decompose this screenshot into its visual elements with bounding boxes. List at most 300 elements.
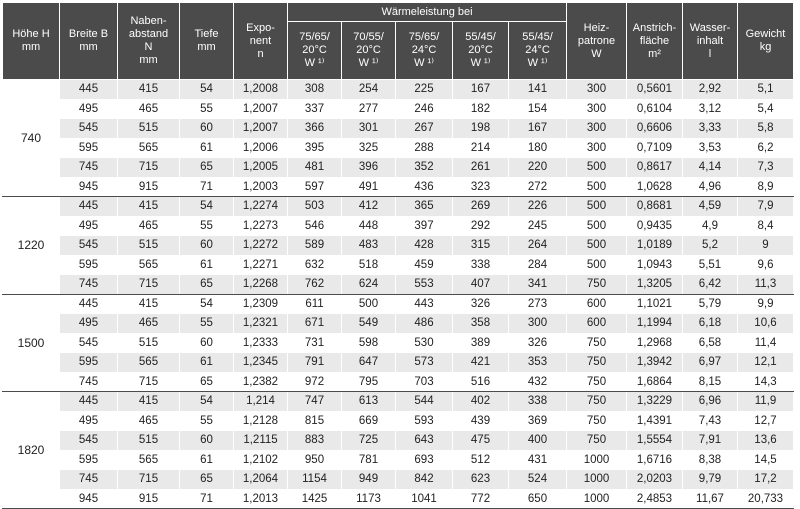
cell-power-55-45-24: 369 xyxy=(509,411,567,431)
cell-nabenabstand: 515 xyxy=(118,119,180,139)
cell-nabenabstand: 715 xyxy=(118,158,180,178)
cell-power-70-55-20: 325 xyxy=(342,138,396,158)
cell-nabenabstand: 515 xyxy=(118,431,180,451)
cell-wasserinhalt: 3,53 xyxy=(683,138,738,158)
cell-power-75-65-24: 459 xyxy=(396,255,453,275)
cell-power-75-65-24: 593 xyxy=(396,411,453,431)
cell-gewicht: 9,9 xyxy=(738,294,794,314)
cell-nabenabstand: 515 xyxy=(118,333,180,353)
cell-breite: 545 xyxy=(60,119,118,139)
cell-power-70-55-20: 483 xyxy=(342,236,396,256)
cell-power-75-65-24: 1041 xyxy=(396,489,453,509)
cell-nabenabstand: 915 xyxy=(118,177,180,197)
cell-tiefe: 65 xyxy=(180,470,234,490)
cell-nabenabstand: 465 xyxy=(118,411,180,431)
cell-nabenabstand: 565 xyxy=(118,255,180,275)
cell-power-70-55-20: 448 xyxy=(342,216,396,236)
cell-nabenabstand: 565 xyxy=(118,353,180,373)
cell-gewicht: 9 xyxy=(738,236,794,256)
cell-wasserinhalt: 7,91 xyxy=(683,431,738,451)
cell-power-70-55-20: 491 xyxy=(342,177,396,197)
cell-power-70-55-20: 781 xyxy=(342,450,396,470)
cell-power-75-65-20: 366 xyxy=(288,119,342,139)
cell-heizpatrone: 750 xyxy=(567,372,627,392)
cell-tiefe: 54 xyxy=(180,197,234,217)
cell-breite: 595 xyxy=(60,450,118,470)
cell-power-70-55-20: 669 xyxy=(342,411,396,431)
cell-breite: 445 xyxy=(60,294,118,314)
cell-wasserinhalt: 3,12 xyxy=(683,99,738,119)
cell-power-55-45-20: 475 xyxy=(453,431,509,451)
cell-anstrichflaeche: 1,2968 xyxy=(627,333,683,353)
cell-power-75-65-20: 611 xyxy=(288,294,342,314)
cell-power-75-65-20: 481 xyxy=(288,158,342,178)
cell-power-70-55-20: 624 xyxy=(342,275,396,295)
cell-power-55-45-24: 284 xyxy=(509,255,567,275)
cell-power-70-55-20: 949 xyxy=(342,470,396,490)
cell-anstrichflaeche: 1,4391 xyxy=(627,411,683,431)
cell-power-70-55-20: 500 xyxy=(342,294,396,314)
cell-heizpatrone: 750 xyxy=(567,431,627,451)
cell-power-70-55-20: 647 xyxy=(342,353,396,373)
cell-nabenabstand: 465 xyxy=(118,99,180,119)
table-row xyxy=(3,431,794,451)
cell-power-75-65-24: 397 xyxy=(396,216,453,236)
cell-gewicht: 11,4 xyxy=(738,333,794,353)
header-anstrichflaeche: Anstrich- fläche m² xyxy=(627,3,683,80)
cell-tiefe: 55 xyxy=(180,216,234,236)
cell-anstrichflaeche: 1,1994 xyxy=(627,314,683,334)
header-power-75-65-20: 75/65/ 20°C W ¹⁾ xyxy=(288,22,342,80)
cell-power-70-55-20: 725 xyxy=(342,431,396,451)
height-group-label: 1500 xyxy=(3,294,60,392)
cell-wasserinhalt: 9,79 xyxy=(683,470,738,490)
cell-power-55-45-20: 407 xyxy=(453,275,509,295)
cell-nabenabstand: 565 xyxy=(118,138,180,158)
cell-gewicht: 20,733 xyxy=(738,489,794,509)
cell-power-70-55-20: 396 xyxy=(342,158,396,178)
cell-breite: 445 xyxy=(60,392,118,412)
cell-power-55-45-24: 338 xyxy=(509,392,567,412)
radiator-spec-table xyxy=(2,2,794,509)
cell-power-75-65-24: 553 xyxy=(396,275,453,295)
cell-wasserinhalt: 6,96 xyxy=(683,392,738,412)
cell-power-55-45-20: 772 xyxy=(453,489,509,509)
cell-heizpatrone: 750 xyxy=(567,353,627,373)
cell-anstrichflaeche: 0,9435 xyxy=(627,216,683,236)
table-row xyxy=(3,216,794,236)
cell-breite: 495 xyxy=(60,216,118,236)
cell-heizpatrone: 750 xyxy=(567,411,627,431)
cell-nabenabstand: 415 xyxy=(118,197,180,217)
cell-power-55-45-24: 226 xyxy=(509,197,567,217)
table-row xyxy=(3,392,794,412)
cell-tiefe: 61 xyxy=(180,255,234,275)
cell-power-75-65-20: 589 xyxy=(288,236,342,256)
cell-breite: 595 xyxy=(60,138,118,158)
cell-nabenabstand: 515 xyxy=(118,236,180,256)
table-row xyxy=(3,236,794,256)
cell-anstrichflaeche: 0,6104 xyxy=(627,99,683,119)
cell-breite: 595 xyxy=(60,353,118,373)
cell-anstrichflaeche: 1,0628 xyxy=(627,177,683,197)
cell-exponent: 1,2321 xyxy=(234,314,288,334)
table-row xyxy=(3,411,794,431)
cell-power-75-65-24: 544 xyxy=(396,392,453,412)
cell-breite: 745 xyxy=(60,275,118,295)
cell-power-55-45-20: 338 xyxy=(453,255,509,275)
cell-anstrichflaeche: 1,6716 xyxy=(627,450,683,470)
cell-breite: 545 xyxy=(60,333,118,353)
cell-wasserinhalt: 7,43 xyxy=(683,411,738,431)
header-tiefe: Tiefe mm xyxy=(180,3,234,80)
cell-power-55-45-24: 524 xyxy=(509,470,567,490)
cell-power-70-55-20: 795 xyxy=(342,372,396,392)
cell-anstrichflaeche: 1,3229 xyxy=(627,392,683,412)
cell-power-55-45-20: 167 xyxy=(453,80,509,100)
cell-power-70-55-20: 518 xyxy=(342,255,396,275)
cell-gewicht: 7,3 xyxy=(738,158,794,178)
cell-tiefe: 54 xyxy=(180,392,234,412)
cell-wasserinhalt: 4,59 xyxy=(683,197,738,217)
header-waermeleistung: Wärmeleistung bei xyxy=(288,3,567,22)
cell-anstrichflaeche: 1,3205 xyxy=(627,275,683,295)
cell-exponent: 1,2273 xyxy=(234,216,288,236)
table-row xyxy=(3,255,794,275)
cell-exponent: 1,2007 xyxy=(234,119,288,139)
cell-power-75-65-24: 703 xyxy=(396,372,453,392)
cell-breite: 945 xyxy=(60,489,118,509)
cell-gewicht: 8,9 xyxy=(738,177,794,197)
cell-power-55-45-20: 358 xyxy=(453,314,509,334)
cell-power-75-65-20: 747 xyxy=(288,392,342,412)
cell-power-55-45-24: 300 xyxy=(509,314,567,334)
cell-nabenabstand: 915 xyxy=(118,489,180,509)
cell-gewicht: 14,5 xyxy=(738,450,794,470)
cell-power-55-45-24: 245 xyxy=(509,216,567,236)
cell-anstrichflaeche: 1,3942 xyxy=(627,353,683,373)
cell-power-55-45-20: 623 xyxy=(453,470,509,490)
cell-power-55-45-24: 432 xyxy=(509,372,567,392)
cell-wasserinhalt: 4,96 xyxy=(683,177,738,197)
cell-exponent: 1,2274 xyxy=(234,197,288,217)
cell-power-75-65-20: 815 xyxy=(288,411,342,431)
cell-power-70-55-20: 412 xyxy=(342,197,396,217)
cell-power-75-65-20: 503 xyxy=(288,197,342,217)
cell-heizpatrone: 750 xyxy=(567,333,627,353)
height-group-label: 740 xyxy=(3,80,60,197)
cell-power-55-45-20: 326 xyxy=(453,294,509,314)
table-row xyxy=(3,314,794,334)
cell-exponent: 1,2115 xyxy=(234,431,288,451)
cell-tiefe: 65 xyxy=(180,275,234,295)
cell-wasserinhalt: 3,33 xyxy=(683,119,738,139)
cell-power-75-65-24: 530 xyxy=(396,333,453,353)
cell-power-55-45-20: 389 xyxy=(453,333,509,353)
cell-power-70-55-20: 301 xyxy=(342,119,396,139)
table-row xyxy=(3,177,794,197)
cell-power-55-45-24: 431 xyxy=(509,450,567,470)
cell-power-55-45-20: 269 xyxy=(453,197,509,217)
cell-power-55-45-24: 650 xyxy=(509,489,567,509)
cell-exponent: 1,2008 xyxy=(234,80,288,100)
cell-power-75-65-24: 693 xyxy=(396,450,453,470)
cell-power-75-65-20: 1425 xyxy=(288,489,342,509)
cell-power-75-65-20: 546 xyxy=(288,216,342,236)
cell-power-70-55-20: 613 xyxy=(342,392,396,412)
cell-heizpatrone: 500 xyxy=(567,236,627,256)
table-row xyxy=(3,450,794,470)
cell-power-55-45-20: 402 xyxy=(453,392,509,412)
cell-breite: 545 xyxy=(60,236,118,256)
cell-power-75-65-24: 246 xyxy=(396,99,453,119)
cell-anstrichflaeche: 0,5601 xyxy=(627,80,683,100)
cell-power-75-65-24: 267 xyxy=(396,119,453,139)
cell-gewicht: 8,4 xyxy=(738,216,794,236)
cell-power-75-65-20: 950 xyxy=(288,450,342,470)
cell-breite: 745 xyxy=(60,470,118,490)
cell-anstrichflaeche: 0,7109 xyxy=(627,138,683,158)
cell-breite: 495 xyxy=(60,411,118,431)
table-row xyxy=(3,99,794,119)
cell-heizpatrone: 500 xyxy=(567,255,627,275)
cell-gewicht: 6,2 xyxy=(738,138,794,158)
cell-gewicht: 5,4 xyxy=(738,99,794,119)
cell-anstrichflaeche: 1,6864 xyxy=(627,372,683,392)
cell-power-75-65-20: 883 xyxy=(288,431,342,451)
table-row xyxy=(3,353,794,373)
cell-power-75-65-20: 337 xyxy=(288,99,342,119)
cell-power-55-45-24: 154 xyxy=(509,99,567,119)
header-wasserinhalt: Wasser- inhalt l xyxy=(683,3,738,80)
cell-breite: 445 xyxy=(60,80,118,100)
cell-tiefe: 61 xyxy=(180,353,234,373)
cell-heizpatrone: 1000 xyxy=(567,489,627,509)
cell-power-55-45-24: 180 xyxy=(509,138,567,158)
cell-exponent: 1,2271 xyxy=(234,255,288,275)
cell-power-75-65-20: 671 xyxy=(288,314,342,334)
table-body xyxy=(3,80,794,509)
cell-gewicht: 13,6 xyxy=(738,431,794,451)
cell-gewicht: 11,9 xyxy=(738,392,794,412)
cell-heizpatrone: 500 xyxy=(567,177,627,197)
cell-wasserinhalt: 2,92 xyxy=(683,80,738,100)
cell-power-55-45-20: 516 xyxy=(453,372,509,392)
cell-tiefe: 65 xyxy=(180,372,234,392)
cell-anstrichflaeche: 1,0943 xyxy=(627,255,683,275)
cell-power-75-65-24: 288 xyxy=(396,138,453,158)
cell-gewicht: 7,9 xyxy=(738,197,794,217)
cell-nabenabstand: 415 xyxy=(118,80,180,100)
cell-power-55-45-20: 315 xyxy=(453,236,509,256)
header-exponent: Expo- nent n xyxy=(234,3,288,80)
cell-anstrichflaeche: 0,8617 xyxy=(627,158,683,178)
height-group-label: 1820 xyxy=(3,392,60,509)
cell-power-75-65-24: 573 xyxy=(396,353,453,373)
header-power-55-45-24: 55/45/ 24°C W ¹⁾ xyxy=(509,22,567,80)
cell-nabenabstand: 415 xyxy=(118,294,180,314)
cell-tiefe: 60 xyxy=(180,236,234,256)
cell-gewicht: 5,8 xyxy=(738,119,794,139)
cell-heizpatrone: 500 xyxy=(567,197,627,217)
cell-power-55-45-24: 353 xyxy=(509,353,567,373)
cell-gewicht: 14,3 xyxy=(738,372,794,392)
cell-power-55-45-24: 220 xyxy=(509,158,567,178)
cell-anstrichflaeche: 1,0189 xyxy=(627,236,683,256)
cell-power-75-65-20: 597 xyxy=(288,177,342,197)
cell-breite: 945 xyxy=(60,177,118,197)
cell-power-75-65-20: 791 xyxy=(288,353,342,373)
cell-wasserinhalt: 5,79 xyxy=(683,294,738,314)
header-heizpatrone: Heiz- patrone W xyxy=(567,3,627,80)
cell-nabenabstand: 415 xyxy=(118,392,180,412)
cell-exponent: 1,2345 xyxy=(234,353,288,373)
cell-breite: 745 xyxy=(60,158,118,178)
cell-nabenabstand: 465 xyxy=(118,314,180,334)
cell-heizpatrone: 500 xyxy=(567,158,627,178)
cell-power-75-65-20: 972 xyxy=(288,372,342,392)
cell-power-70-55-20: 549 xyxy=(342,314,396,334)
cell-exponent: 1,2064 xyxy=(234,470,288,490)
cell-wasserinhalt: 5,2 xyxy=(683,236,738,256)
height-group-label: 1220 xyxy=(3,197,60,295)
cell-tiefe: 60 xyxy=(180,333,234,353)
cell-power-75-65-20: 762 xyxy=(288,275,342,295)
cell-heizpatrone: 300 xyxy=(567,138,627,158)
cell-exponent: 1,2382 xyxy=(234,372,288,392)
cell-power-75-65-24: 436 xyxy=(396,177,453,197)
cell-exponent: 1,2006 xyxy=(234,138,288,158)
cell-gewicht: 12,7 xyxy=(738,411,794,431)
cell-wasserinhalt: 5,51 xyxy=(683,255,738,275)
cell-exponent: 1,2268 xyxy=(234,275,288,295)
cell-tiefe: 54 xyxy=(180,294,234,314)
cell-power-75-65-24: 352 xyxy=(396,158,453,178)
table-row xyxy=(3,294,794,314)
cell-wasserinhalt: 6,58 xyxy=(683,333,738,353)
cell-tiefe: 61 xyxy=(180,450,234,470)
cell-power-70-55-20: 254 xyxy=(342,80,396,100)
cell-power-55-45-20: 261 xyxy=(453,158,509,178)
cell-power-75-65-20: 1154 xyxy=(288,470,342,490)
cell-power-55-45-20: 439 xyxy=(453,411,509,431)
cell-power-75-65-20: 632 xyxy=(288,255,342,275)
cell-gewicht: 5,1 xyxy=(738,80,794,100)
cell-wasserinhalt: 11,67 xyxy=(683,489,738,509)
cell-nabenabstand: 715 xyxy=(118,470,180,490)
cell-heizpatrone: 1000 xyxy=(567,450,627,470)
cell-wasserinhalt: 6,18 xyxy=(683,314,738,334)
cell-power-55-45-20: 421 xyxy=(453,353,509,373)
cell-heizpatrone: 600 xyxy=(567,294,627,314)
cell-power-70-55-20: 277 xyxy=(342,99,396,119)
cell-tiefe: 55 xyxy=(180,99,234,119)
header-power-75-65-24: 75/65/ 24°C W ¹⁾ xyxy=(396,22,453,80)
cell-power-55-45-20: 323 xyxy=(453,177,509,197)
table-row xyxy=(3,275,794,295)
header-power-70-55-20: 70/55/ 20°C W ¹⁾ xyxy=(342,22,396,80)
cell-power-75-65-24: 428 xyxy=(396,236,453,256)
cell-power-75-65-20: 395 xyxy=(288,138,342,158)
cell-heizpatrone: 300 xyxy=(567,99,627,119)
cell-exponent: 1,214 xyxy=(234,392,288,412)
cell-wasserinhalt: 4,14 xyxy=(683,158,738,178)
cell-power-70-55-20: 598 xyxy=(342,333,396,353)
cell-heizpatrone: 1000 xyxy=(567,470,627,490)
cell-breite: 545 xyxy=(60,431,118,451)
cell-nabenabstand: 565 xyxy=(118,450,180,470)
cell-wasserinhalt: 6,97 xyxy=(683,353,738,373)
cell-anstrichflaeche: 0,6606 xyxy=(627,119,683,139)
cell-heizpatrone: 300 xyxy=(567,80,627,100)
cell-exponent: 1,2272 xyxy=(234,236,288,256)
cell-anstrichflaeche: 2,4853 xyxy=(627,489,683,509)
cell-exponent: 1,2102 xyxy=(234,450,288,470)
cell-power-75-65-24: 225 xyxy=(396,80,453,100)
cell-tiefe: 54 xyxy=(180,80,234,100)
cell-tiefe: 61 xyxy=(180,138,234,158)
cell-wasserinhalt: 4,9 xyxy=(683,216,738,236)
table-row xyxy=(3,333,794,353)
cell-nabenabstand: 715 xyxy=(118,372,180,392)
cell-breite: 445 xyxy=(60,197,118,217)
table-row xyxy=(3,138,794,158)
cell-gewicht: 9,6 xyxy=(738,255,794,275)
cell-power-75-65-20: 308 xyxy=(288,80,342,100)
cell-anstrichflaeche: 1,1021 xyxy=(627,294,683,314)
cell-exponent: 1,2333 xyxy=(234,333,288,353)
cell-exponent: 1,2005 xyxy=(234,158,288,178)
cell-tiefe: 71 xyxy=(180,177,234,197)
table-row xyxy=(3,80,794,100)
cell-power-75-65-24: 486 xyxy=(396,314,453,334)
table-row xyxy=(3,470,794,490)
cell-gewicht: 11,3 xyxy=(738,275,794,295)
cell-exponent: 1,2128 xyxy=(234,411,288,431)
cell-heizpatrone: 500 xyxy=(567,216,627,236)
cell-anstrichflaeche: 0,8681 xyxy=(627,197,683,217)
cell-heizpatrone: 600 xyxy=(567,314,627,334)
cell-power-55-45-20: 182 xyxy=(453,99,509,119)
cell-gewicht: 10,6 xyxy=(738,314,794,334)
cell-power-55-45-24: 141 xyxy=(509,80,567,100)
cell-power-55-45-24: 341 xyxy=(509,275,567,295)
cell-power-75-65-24: 643 xyxy=(396,431,453,451)
table-row xyxy=(3,197,794,217)
cell-power-55-45-20: 198 xyxy=(453,119,509,139)
table-row xyxy=(3,489,794,509)
cell-breite: 595 xyxy=(60,255,118,275)
cell-nabenabstand: 715 xyxy=(118,275,180,295)
cell-power-55-45-20: 512 xyxy=(453,450,509,470)
cell-breite: 745 xyxy=(60,372,118,392)
table-row xyxy=(3,158,794,178)
cell-tiefe: 60 xyxy=(180,119,234,139)
cell-anstrichflaeche: 2,0203 xyxy=(627,470,683,490)
cell-power-55-45-20: 292 xyxy=(453,216,509,236)
table-row xyxy=(3,119,794,139)
cell-exponent: 1,2003 xyxy=(234,177,288,197)
table-row xyxy=(3,372,794,392)
cell-power-75-65-24: 842 xyxy=(396,470,453,490)
cell-nabenabstand: 465 xyxy=(118,216,180,236)
cell-tiefe: 60 xyxy=(180,431,234,451)
cell-wasserinhalt: 8,15 xyxy=(683,372,738,392)
cell-tiefe: 71 xyxy=(180,489,234,509)
cell-heizpatrone: 750 xyxy=(567,392,627,412)
header-gewicht: Gewicht kg xyxy=(738,3,794,80)
header-breite: Breite B mm xyxy=(60,3,118,80)
